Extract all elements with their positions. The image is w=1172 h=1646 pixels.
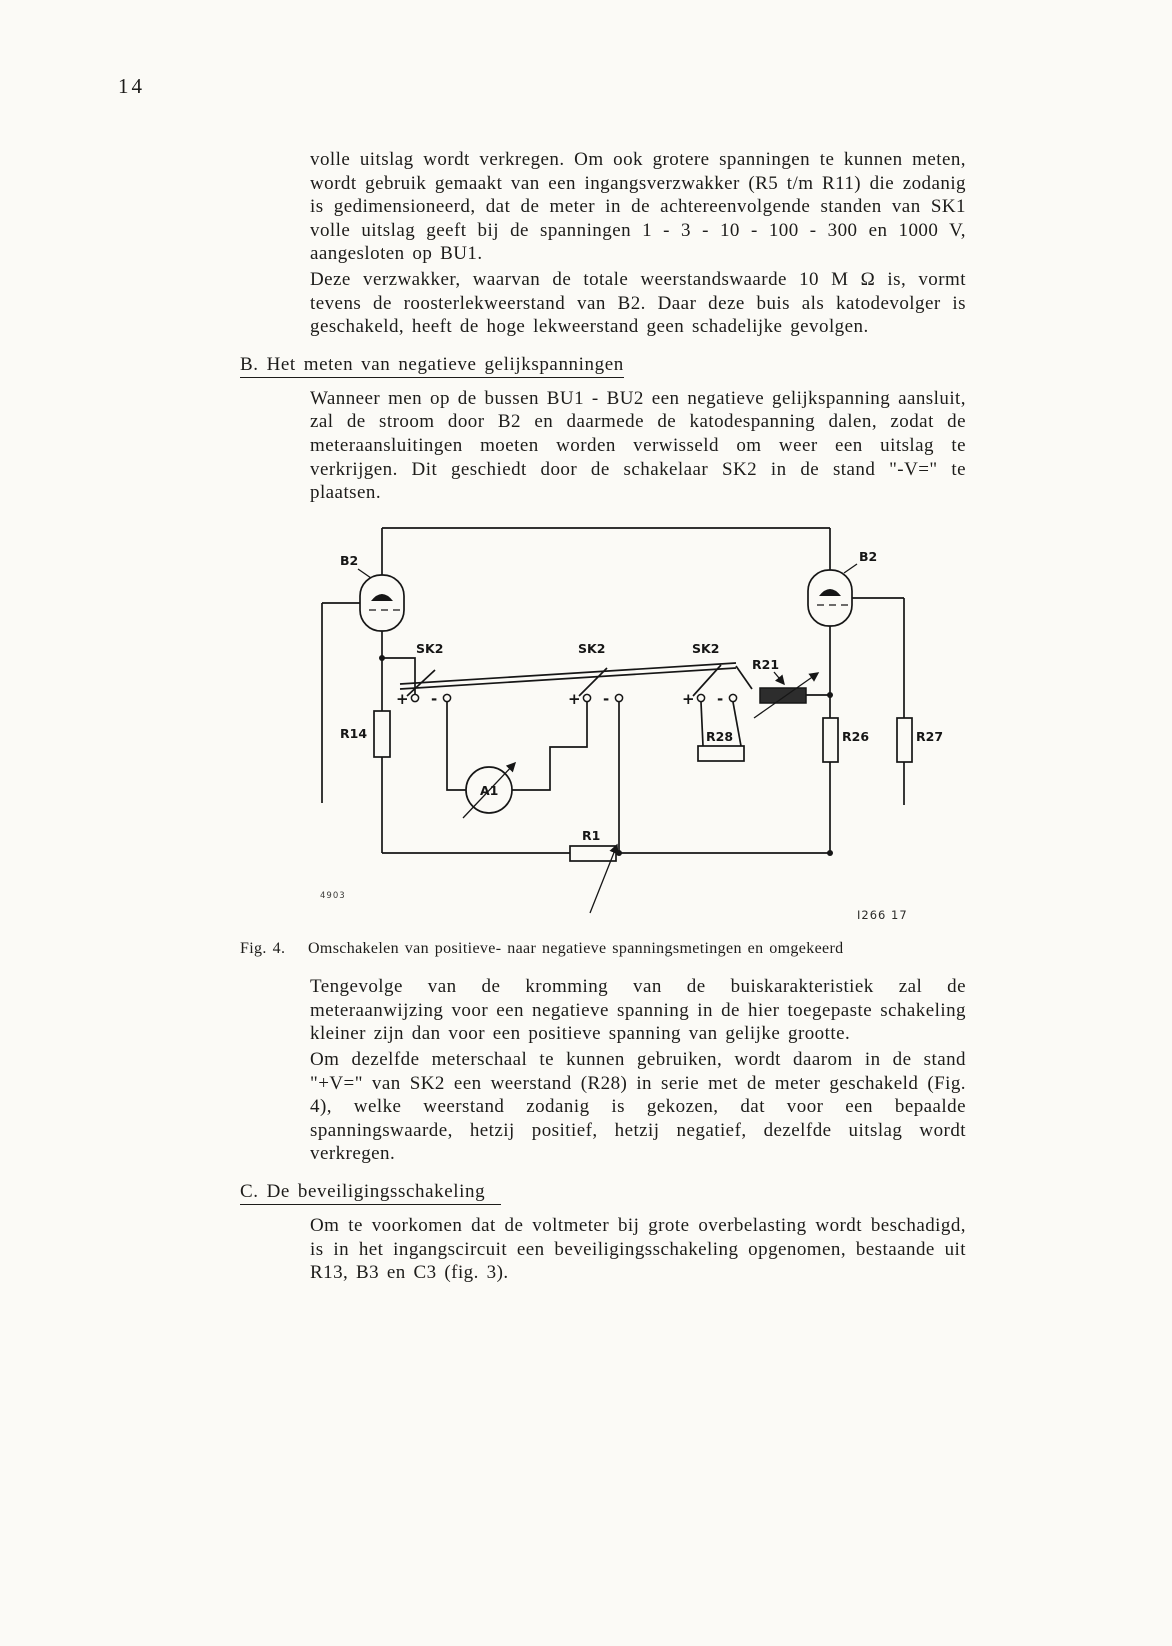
figure-code-small: 4903 (320, 890, 346, 901)
label-tube-right: B2 (859, 548, 878, 564)
label-tube-left: B2 (340, 552, 359, 568)
label-r28: R28 (706, 728, 734, 744)
label-sk2-3: SK2 (692, 640, 720, 656)
section-heading-c (240, 1181, 970, 1203)
junction-dot (379, 655, 385, 661)
section-heading-b-text: B. Het meten van negatieve gelijkspanningen (240, 354, 624, 378)
paragraph-tube-curve: Tengevolge van de kromming van de buiskarakteristiek zal de meteraanwijzing voor een negatieve spanning in de hier toegepaste schakeling kleiner zijn dan voor een positieve spanning van gelijke grootte. (310, 976, 966, 1045)
potentiometer-r21 (736, 657, 830, 718)
paragraph-resistance: Deze verzwakker, waarvan de totale weerstandswaarde 10 M Ω is, vormt tevens de roosterlekweerstand van B2. Daar deze buis als katodevolger is geschakeld, heeft de hoge lekweerstand geen schadelijke gevolgen. (310, 268, 966, 338)
figure-caption-text: Omschakelen van positieve- naar negatieve spanningsmetingen en omgekeerd (308, 939, 844, 957)
figure-code-right: I266 17 (857, 907, 908, 922)
rheostat-r1 (382, 828, 830, 913)
paragraph-same-scale: Om dezelfde meterschaal te kunnen gebruiken, wordt daarom in de stand "+V=" van SK2 een weerstand (R28) in serie met de meter geschakeld (Fig. 4), welke weerstand zodanig is gekozen, dat voor een bepaalde spanningswaarde, hetzij positief, hetzij negatief, dezelfde uitslag wordt verkregen. (310, 1049, 966, 1165)
switch3-minus-sign: - (717, 689, 724, 708)
resistor-r14 (340, 711, 390, 853)
switch2-minus-sign: - (603, 689, 610, 708)
figure-caption-label: Fig. 4. (240, 939, 286, 957)
label-r26: R26 (842, 728, 870, 744)
resistor-r28 (698, 702, 744, 761)
label-a1: A1 (480, 782, 499, 798)
label-r27: R27 (916, 728, 944, 744)
switch-bank-sk2 (396, 641, 737, 708)
switch2-plus-contact (583, 694, 590, 701)
page-number: 14 (118, 74, 145, 98)
switch2-minus-contact (615, 694, 622, 701)
switch1-plus-sign: + (396, 689, 409, 708)
switch1-plus-contact (411, 694, 418, 701)
switch-blade-bar-1 (400, 663, 736, 684)
paragraph-negative-voltage: Wanneer men op de bussen BU1 - BU2 een negatieve gelijkspanning aansluit, zal de stroom door B2 en daarmede de katodespanning dalen, zodat de meteraansluitingen moeten worden verwisseld om weer een uitslag te verkrijgen. Dit geschiedt door de schakelaar SK2 in de stand "-V=" te plaatsen. (310, 387, 966, 504)
label-sk2-1: SK2 (416, 640, 444, 656)
section-heading-c-text: C. De beveiligingsschakeling (240, 1181, 501, 1205)
label-r1: R1 (582, 827, 601, 843)
switch3-minus-contact (729, 694, 736, 701)
switch-blade-bar-2 (400, 668, 736, 689)
section-heading-b (240, 354, 970, 376)
figure-4-caption (240, 939, 970, 960)
meter-a1 (447, 702, 587, 818)
paragraph-attenuator: volle uitslag wordt verkregen. Om ook grotere spanningen te kunnen meten, wordt gebruik gemaakt van een ingangsverzwakker (R5 t/m R11) die zodanig is gedimensioneerd, dat de meter in de achtereenvolgende standen van SK1 volle uitslag geeft bij de spanningen 1 - 3 - 10 - 100 - 300 en 1000 V, aangesloten op BU1. (310, 149, 966, 265)
tube-b2-right (808, 549, 904, 718)
label-r21: R21 (752, 656, 780, 672)
tube-b2-left (322, 553, 404, 803)
switch2-plus-sign: + (568, 689, 581, 708)
figure-4 (240, 513, 970, 933)
wire-meter-to-switch2 (512, 702, 587, 790)
page-content (240, 148, 970, 1287)
paragraph-protection: Om te voorkomen dat de voltmeter bij grote overbelasting wordt beschadigd, is in het ingangscircuit een beveiligingsschakeling opgenomen, bestaande uit R13, B3 en C3 (fig. 3). (310, 1214, 966, 1284)
figure-4-schematic (312, 513, 972, 933)
switch3-plus-sign: + (682, 689, 695, 708)
wire-switch1-to-meter (447, 702, 466, 790)
resistor-r27 (897, 718, 943, 805)
label-r14: R14 (340, 725, 368, 741)
switch3-plus-contact (697, 694, 704, 701)
switch1-minus-contact (443, 694, 450, 701)
switch1-minus-sign: - (431, 689, 438, 708)
label-sk2-2: SK2 (578, 640, 606, 656)
